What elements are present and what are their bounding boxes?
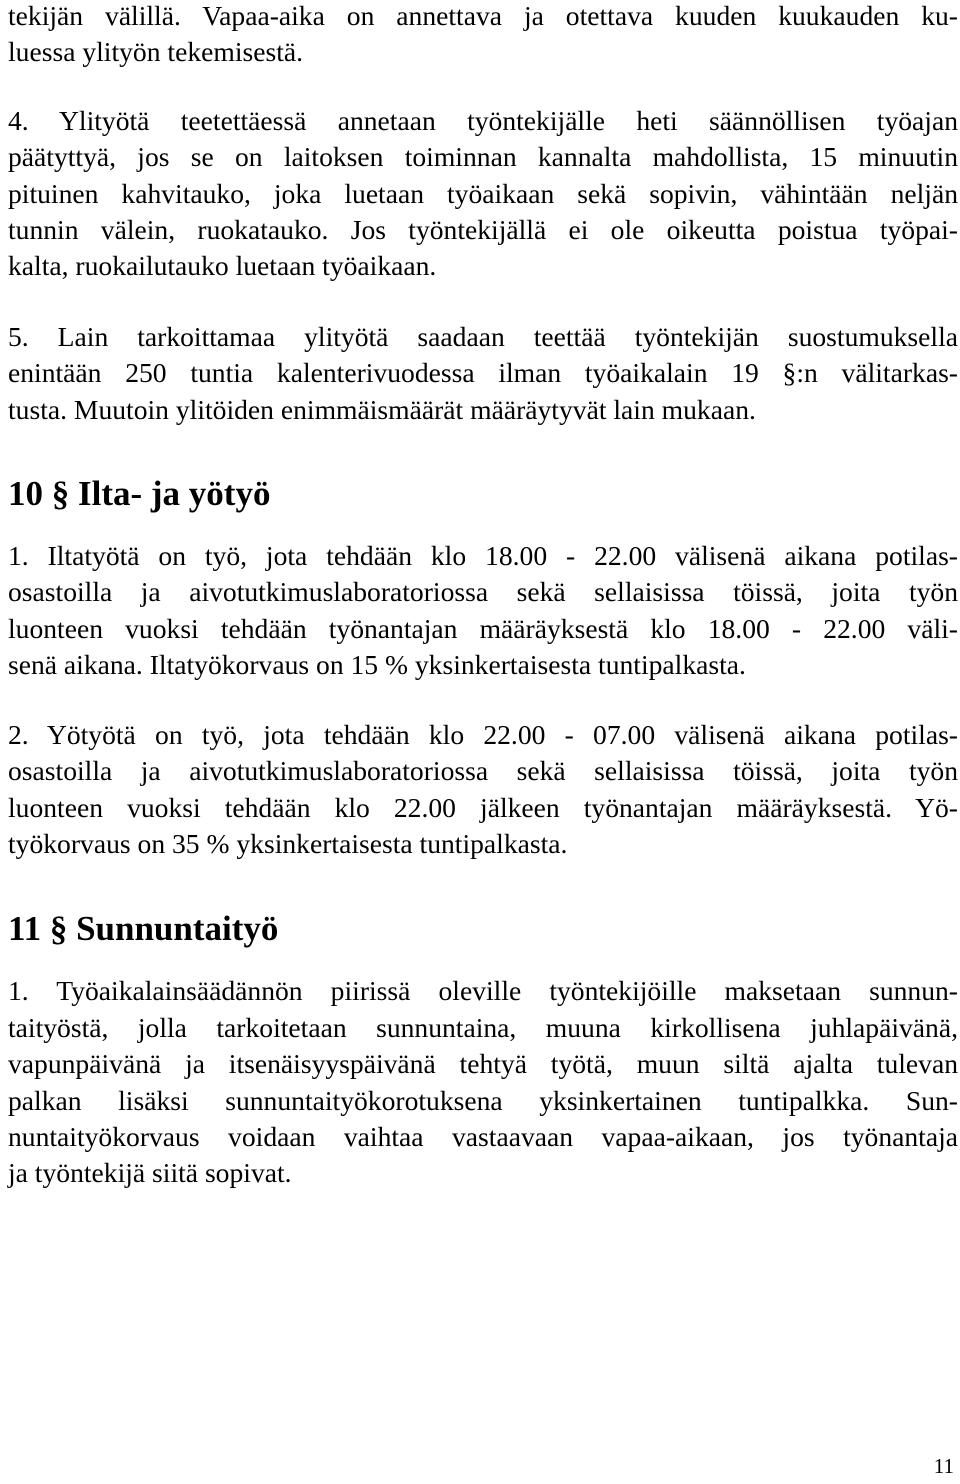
document-page xyxy=(8,0,958,1192)
text-line: 1. Iltatyötä on työ, jota tehdään klo 18.00 - 22.00 välisenä aikana potilas- xyxy=(8,540,958,572)
text-line: päätyttyä, jos se on laitoksen toiminnan kannalta mahdollista, 15 minuutin xyxy=(8,141,958,173)
text-line: 2. Yötyötä on työ, jota tehdään klo 22.00 - 07.00 välisenä aikana potilas- xyxy=(8,718,958,750)
paragraph-section10-item-2 xyxy=(8,717,958,863)
paragraph-item-5 xyxy=(8,319,958,428)
paragraph-section11-item-1 xyxy=(8,973,958,1191)
text-line: 1. Työaikalainsäädännön piirissä oleville työntekijöille maksetaan sunnun- xyxy=(8,975,958,1007)
text-line: tekijän välillä. Vapaa-aika on annettava ja otettava kuuden kuukauden ku- xyxy=(8,0,958,31)
text-line: taityöstä, jolla tarkoitetaan sunnuntaina, muuna kirkollisena juhlapäivänä, xyxy=(8,1011,958,1043)
paragraph-item-4 xyxy=(8,103,958,285)
text-line: työkorvaus on 35 % yksinkertaisesta tuntipalkasta. xyxy=(8,827,568,859)
text-line: senä aikana. Iltatyökorvaus on 15 % yksinkertaisesta tuntipalkasta. xyxy=(8,649,746,681)
text-line: tunnin välein, ruokatauko. Jos työntekijällä ei ole oikeutta poistua työpai- xyxy=(8,214,958,246)
text-line: pituinen kahvitauko, joka luetaan työaikaan sekä sopivin, vähintään neljän xyxy=(8,177,958,209)
text-line: 4. Ylityötä teetettäessä annetaan työntekijälle heti säännöllisen työajan xyxy=(8,104,958,136)
text-line: palkan lisäksi sunnuntaityökorotuksena yksinkertainen tuntipalkka. Sun- xyxy=(8,1084,958,1116)
section-heading-11: 11 § Sunnuntaityö xyxy=(8,909,279,949)
text-line: nuntaityökorvaus voidaan vaihtaa vastaavaan vapaa-aikaan, jos työnantaja xyxy=(8,1120,958,1152)
text-line: osastoilla ja aivotutkimuslaboratoriossa sekä sellaisissa töissä, joita työn xyxy=(8,755,958,787)
text-line: luonteen vuoksi tehdään työnantajan määräyksestä klo 18.00 - 22.00 väli- xyxy=(8,612,958,644)
paragraph-continuation xyxy=(8,0,958,71)
text-line: enintään 250 tuntia kalenterivuodessa ilman työaikalain 19 §:n välitarkas- xyxy=(8,357,958,389)
text-line: osastoilla ja aivotutkimuslaboratoriossa sekä sellaisissa töissä, joita työn xyxy=(8,576,958,608)
text-line: vapunpäivänä ja itsenäisyyspäivänä tehtyä työtä, muun siltä ajalta tulevan xyxy=(8,1048,958,1080)
text-line: ja työntekijä siitä sopivat. xyxy=(8,1157,292,1189)
text-line: tusta. Muutoin ylitöiden enimmäismäärät määräytyvät lain mukaan. xyxy=(8,393,756,425)
paragraph-section10-item-1 xyxy=(8,538,958,684)
page-number: 11 xyxy=(933,1454,954,1478)
text-line: luessa ylityön tekemisestä. xyxy=(8,36,304,68)
section-heading-10: 10 § Ilta- ja yötyö xyxy=(8,474,271,514)
text-line: kalta, ruokailutauko luetaan työaikaan. xyxy=(8,250,437,282)
text-line: 5. Lain tarkoittamaa ylityötä saadaan teettää työntekijän suostumuksella xyxy=(8,320,958,352)
text-line: luonteen vuoksi tehdään klo 22.00 jälkeen työnantajan määräyksestä. Yö- xyxy=(8,791,958,823)
